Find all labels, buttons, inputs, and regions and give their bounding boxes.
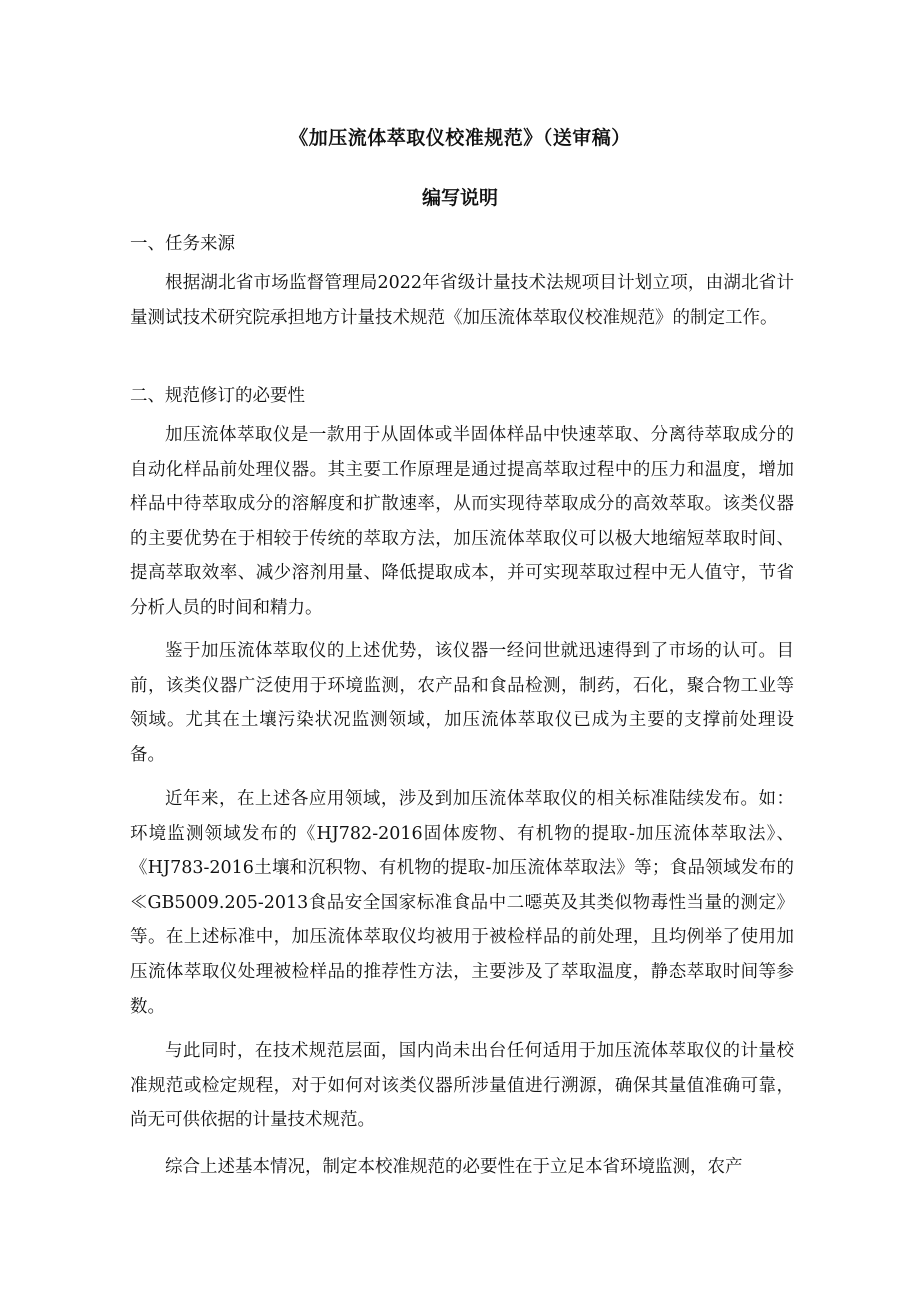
section-1-paragraph-1: 根据湖北省市场监督管理局2022年省级计量技术法规项目计划立项，由湖北省计量测试技术研究院承担地方计量技术规范《加压流体萃取仪校准规范》的制定工作。 — [130, 273, 794, 328]
section-2-paragraph-5: 综合上述基本情况，制定本校准规范的必要性在于立足本省环境监测，农产 — [165, 1157, 743, 1177]
section-2-heading: 二、规范修订的必要性 — [130, 386, 305, 406]
section-2-paragraph-2: 鉴于加压流体萃取仪的上述优势，该仪器一经问世就迅速得到了市场的认可。目前，该类仪器广泛使用于环境监测，农产品和食品检测，制药，石化，聚合物工业等领域。尤其在土壤污染状况监测领域，加压流体萃取仪已成为主要的支撑前处理设备。 — [130, 641, 794, 765]
document-subtitle: 编写说明 — [421, 187, 498, 209]
document-title: 《加压流体萃取仪校准规范》（送审稿） — [289, 127, 631, 149]
section-2-paragraph-4: 与此同时，在技术规范层面，国内尚未出台任何适用于加压流体萃取仪的计量校准规范或检定规程，对于如何对该类仪器所涉量值进行溯源，确保其量值准确可靠，尚无可供依据的计量技术规范。 — [130, 1041, 794, 1131]
section-1-heading: 一、任务来源 — [130, 234, 235, 254]
section-2-paragraph-1: 加压流体萃取仪是一款用于从固体或半固体样品中快速萃取、分离待萃取成分的自动化样品前处理仪器。其主要工作原理是通过提高萃取过程中的压力和温度，增加样品中待萃取成分的溶解度和扩散速率，从而实现待萃取成分的高效萃取。该类仪器的主要优势在于相较于传统的萃取方法，加压流体萃取仪可以极大地缩短萃取时间、提高萃取效率、减少溶剂用量、降低提取成本，并可实现萃取过程中无人值守，节省分析人员的时间和精力。 — [130, 425, 794, 618]
section-2-paragraph-3: 近年来，在上述各应用领域，涉及到加压流体萃取仪的相关标准陆续发布。如：环境监测领域发布的《HJ782-2016固体废物、有机物的提取-加压流体萃取法》、《HJ783-2016土壤和沉积物、有机物的提取-加压流体萃取法》等；食品领域发布的≪GB5009.205-2013食品安全国家标准食品中二噁英及其类似物毒性当量的测定》等。在上述标准中，加压流体萃取仪均被用于被检样品的前处理，且均例举了使用加压流体萃取仪处理被检样品的推荐性方法，主要涉及了萃取温度，静态萃取时间等参数。 — [130, 789, 794, 1017]
